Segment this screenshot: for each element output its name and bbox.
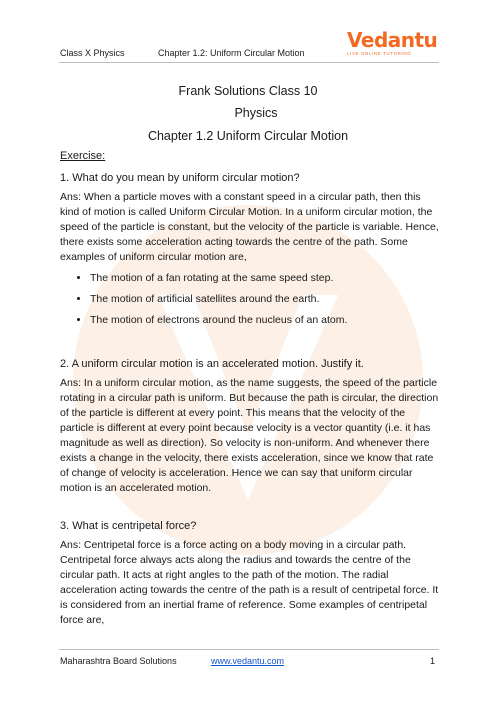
answer-2: Ans: In a uniform circular motion, as the name suggests, the speed of the particle rotating in a circular path is uniform. But because the path is circular, the direction of the particle is different at every point. This means that the velocity of the particle is different at every point because velocity is a vector quantity (i.e. it has magnitude as well as direction). So velocity is non-uniform. And whenever there exists a change in the velocity, there exists acceleration, since we know that rate of change of velocity is acceleration. Hence we can say that uniform circular motion is an accelerated motion.: [60, 377, 439, 494]
header-divider: [59, 62, 439, 63]
logo-word: Vedantu: [347, 28, 438, 52]
question-3: 3. What is centripetal force?: [60, 520, 197, 532]
list-item: • The motion of electrons around the nucleus of an atom.: [90, 313, 440, 327]
vedantu-logo: [347, 28, 438, 56]
list-item: • The motion of artificial satellites around the earth.: [90, 292, 440, 306]
question-1: 1. What do you mean by uniform circular motion?: [60, 172, 300, 184]
doc-title-line1: Frank Solutions Class 10: [178, 84, 318, 98]
exercise-label: Exercise:: [60, 150, 106, 162]
logo-tagline: LIVE ONLINE TUTORING: [347, 51, 412, 56]
doc-title-line2: Physics: [234, 106, 278, 120]
page-number: 1: [430, 656, 436, 666]
header-class: Class X Physics: [60, 48, 125, 58]
footer-link[interactable]: www.vedantu.com: [211, 656, 285, 666]
answer-1-examples: [60, 271, 440, 327]
header-chapter: Chapter 1.2: Uniform Circular Motion: [158, 48, 305, 58]
answer-1: Ans: When a particle moves with a constant speed in a circular path, then this kind of motion is called Uniform Circular Motion. In a uniform circular motion, the speed of the particle is constant, but the velocity of the particle is variable. Hence, there exists some acceleration acting towards the centre of the path. Some examples of uniform circular motion are,: [60, 191, 439, 263]
question-2: 2. A uniform circular motion is an accelerated motion. Justify it.: [60, 358, 364, 370]
main-content: [60, 150, 440, 628]
footer-board: Maharashtra Board Solutions: [60, 656, 177, 666]
answer-3: Ans: Centripetal force is a force acting on a body moving in a circular path. Centripetal force always acts along the radius and towards the centre of the circular path. It acts at right angles to the path of the motion. The radial acceleration acting towards the centre of the path is a result of centripetal force. It is considered from an inertial frame of reference. Some examples of centripetal force are,: [60, 539, 439, 626]
list-item: • The motion of a fan rotating at the same speed step.: [90, 271, 440, 285]
doc-title-line3: Chapter 1.2 Uniform Circular Motion: [147, 129, 349, 143]
footer-divider: [59, 649, 439, 650]
